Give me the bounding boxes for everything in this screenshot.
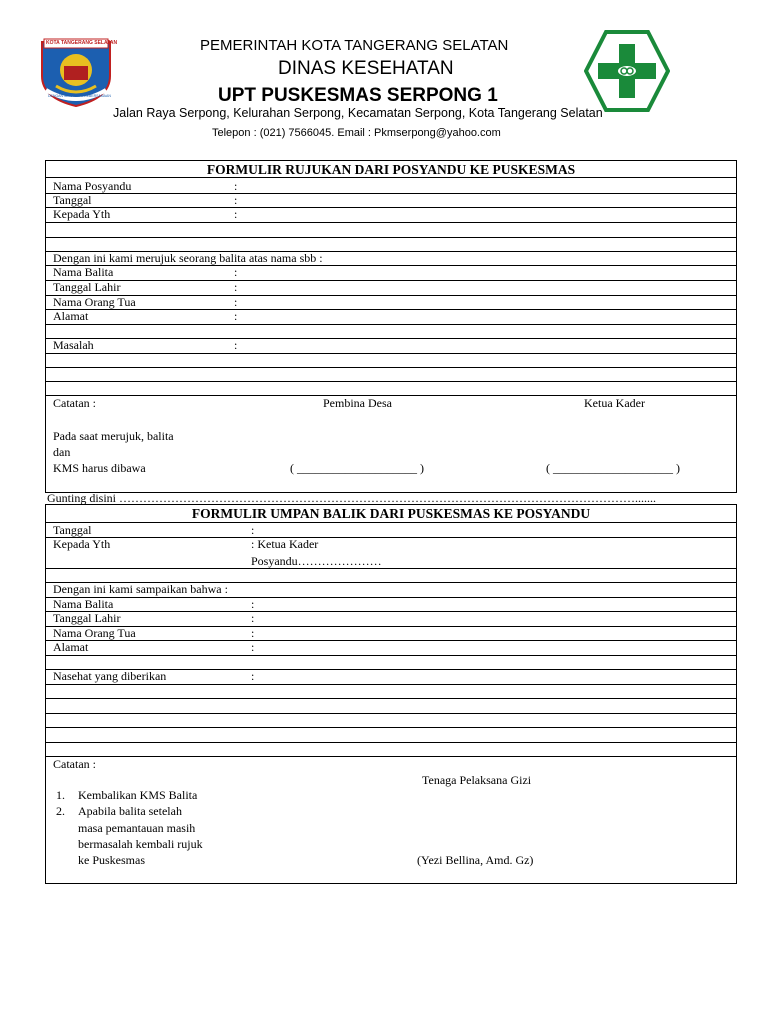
colon: : — [234, 338, 238, 352]
note-item-2-line: Apabila balita setelah — [78, 804, 182, 818]
fb-field-tanggal: Tanggal — [53, 523, 92, 537]
header-line-3: UPT PUSKESMAS SERPONG 1 — [218, 85, 498, 106]
logo-motto: DENGAN SEMANGAT KEBERSAMAAN — [48, 94, 111, 98]
header-line-2: DINAS KESEHATAN — [278, 58, 454, 79]
cut-here-line: Gunting disini …………………………………………………………………………………………………………………....... — [47, 491, 657, 505]
colon: : — [234, 265, 238, 279]
signature-ketua: ( ____________________ ) — [546, 461, 680, 475]
fb-field-nasehat: Nasehat yang diberikan — [53, 669, 167, 683]
field-nama-posyandu: Nama Posyandu — [53, 179, 132, 193]
fb-field-alamat: Alamat — [53, 640, 89, 654]
catatan-label: Catatan : — [53, 396, 96, 410]
puskesmas-logo — [584, 30, 670, 112]
fb-field-nama-balita: Nama Balita — [53, 597, 114, 611]
note-line-2: dan — [53, 445, 71, 459]
header-address: Jalan Raya Serpong, Kelurahan Serpong, Kecamatan Serpong, Kota Tangerang Selatan — [113, 106, 603, 120]
header-contact: Telepon : (021) 7566045. Email : Pkmserpong@yahoo.com — [212, 127, 501, 139]
signature-pembina: ( ____________________ ) — [290, 461, 424, 475]
colon: : — [251, 523, 255, 537]
fb-posyandu: Posyandu………………… — [251, 554, 382, 568]
colon: : — [234, 309, 238, 323]
header-line-1: PEMERINTAH KOTA TANGERANG SELATAN — [200, 37, 509, 54]
feedback-form-title: FORMULIR UMPAN BALIK DARI PUSKESMAS KE POSYANDU — [191, 506, 591, 521]
field-alamat: Alamat — [53, 309, 89, 323]
feedback-form — [45, 504, 737, 884]
colon: : — [251, 611, 255, 625]
field-tanggal: Tanggal — [53, 193, 92, 207]
note-item-2-line: bermasalah kembali rujuk — [78, 837, 203, 851]
tenaga-gizi-label: Tenaga Pelaksana Gizi — [422, 773, 532, 787]
fb-field-tanggal-lahir: Tanggal Lahir — [53, 611, 121, 625]
colon: : — [234, 193, 238, 207]
colon: : — [234, 280, 238, 294]
note-item-1-number: 1. — [56, 788, 65, 802]
note-item-2-number: 2. — [56, 804, 65, 818]
referral-form-title: FORMULIR RUJUKAN DARI POSYANDU KE PUSKESMAS — [206, 162, 576, 177]
ketua-kader-label: Ketua Kader — [584, 396, 645, 410]
note-item-2-line: ke Puskesmas — [78, 853, 145, 867]
field-masalah: Masalah — [53, 338, 94, 352]
fb-field-kepada-value: : Ketua Kader — [251, 537, 319, 551]
colon: : — [251, 669, 255, 683]
field-nama-balita: Nama Balita — [53, 265, 114, 279]
referral-form — [45, 160, 737, 493]
field-kepada: Kepada Yth — [53, 207, 111, 221]
city-logo — [36, 36, 116, 108]
colon: : — [251, 640, 255, 654]
fb-catatan-label: Catatan : — [53, 757, 96, 771]
colon: : — [234, 295, 238, 309]
note-line-3: KMS harus dibawa — [53, 461, 146, 475]
pembina-desa-label: Pembina Desa — [323, 396, 392, 410]
note-line-1: Pada saat merujuk, balita — [53, 429, 174, 443]
colon: : — [251, 597, 255, 611]
note-item-2-line: masa pemantauan masih — [78, 821, 196, 835]
field-nama-orang-tua: Nama Orang Tua — [53, 295, 136, 309]
colon: : — [234, 179, 238, 193]
field-tanggal-lahir: Tanggal Lahir — [53, 280, 121, 294]
signer-name: (Yezi Bellina, Amd. Gz) — [417, 853, 534, 867]
colon: : — [251, 626, 255, 640]
referral-intro: Dengan ini kami merujuk seorang balita atas nama sbb : — [53, 251, 323, 265]
note-item-1: Kembalikan KMS Balita — [78, 788, 198, 802]
fb-field-nama-orang-tua: Nama Orang Tua — [53, 626, 136, 640]
fb-intro: Dengan ini kami sampaikan bahwa : — [53, 582, 228, 596]
fb-field-kepada: Kepada Yth — [53, 537, 111, 551]
logo-text: KOTA TANGERANG SELATAN — [46, 40, 118, 46]
colon: : — [234, 207, 238, 221]
